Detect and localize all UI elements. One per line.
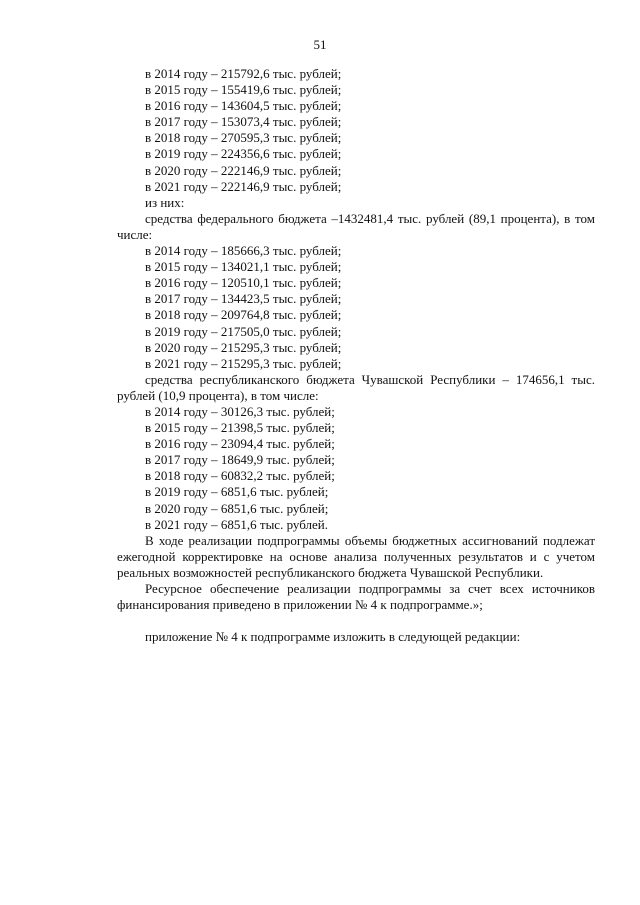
list-item: в 2016 году – 120510,1 тыс. рублей; — [145, 275, 342, 291]
list-item: в 2014 году – 215792,6 тыс. рублей; — [145, 66, 342, 81]
list-item: в 2014 году – 30126,3 тыс. рублей; — [145, 403, 335, 419]
list-item: в 2020 году – 6851,6 тыс. рублей; — [145, 500, 329, 516]
list-item: в 2019 году – 217505,0 тыс. рублей; — [145, 323, 342, 339]
of-them-label: из них: — [145, 194, 185, 210]
page-number: 51 — [313, 37, 327, 52]
republic-funding-list — [117, 404, 595, 533]
list-item: в 2014 году – 185666,3 тыс. рублей; — [145, 243, 342, 259]
total-funding-list — [117, 66, 595, 195]
appendix-paragraph: приложение № 4 к подпрограмме изложить в следующей редакции: — [145, 629, 521, 645]
list-item: в 2019 году – 224356,6 тыс. рублей; — [145, 146, 342, 162]
list-item: в 2020 году – 215295,3 тыс. рублей; — [145, 339, 342, 355]
list-item: в 2018 году – 209764,8 тыс. рублей; — [145, 307, 342, 323]
list-item: в 2016 году – 143604,5 тыс. рублей; — [145, 98, 342, 114]
federal-funding-list — [117, 243, 595, 372]
list-item: в 2017 году – 18649,9 тыс. рублей; — [145, 452, 335, 468]
list-item: в 2021 году – 6851,6 тыс. рублей. — [145, 516, 328, 532]
republic-budget-paragraph: средства республиканского бюджета Чувашской Республики – 174656,1 тыс. рублей (10,9 процента), в том числе: — [117, 371, 595, 403]
resources-paragraph: Ресурсное обеспечение реализации подпрограммы за счет всех источников финансирования приведено в приложении № 4 к подпрограмме.»; — [117, 581, 595, 613]
list-item: в 2020 году – 222146,9 тыс. рублей; — [145, 162, 342, 178]
list-item: в 2015 году – 134021,1 тыс. рублей; — [145, 259, 342, 275]
list-item: в 2015 году – 155419,6 тыс. рублей; — [145, 82, 342, 98]
federal-budget-paragraph: средства федерального бюджета –1432481,4 тыс. рублей (89,1 процента), в том числе: — [117, 210, 595, 242]
list-item: в 2017 году – 134423,5 тыс. рублей; — [145, 291, 342, 307]
list-item: в 2016 году – 23094,4 тыс. рублей; — [145, 436, 335, 452]
document-body — [117, 66, 595, 645]
list-item: в 2017 году – 153073,4 тыс. рублей; — [145, 114, 342, 130]
list-item: в 2021 году – 222146,9 тыс. рублей; — [145, 178, 342, 194]
paragraph-spacer — [117, 613, 595, 629]
list-item: в 2021 году – 215295,3 тыс. рублей; — [145, 355, 342, 371]
list-item: в 2015 году – 21398,5 тыс. рублей; — [145, 420, 335, 436]
list-item: в 2018 году – 270595,3 тыс. рублей; — [145, 130, 342, 146]
list-item: в 2019 году – 6851,6 тыс. рублей; — [145, 484, 329, 500]
list-item: в 2018 году – 60832,2 тыс. рублей; — [145, 468, 335, 484]
adjustment-paragraph: В ходе реализации подпрограммы объемы бюджетных ассигнований подлежат ежегодной корректировке на основе анализа полученных результатов и с учетом реальных возможностей республиканского бюджета Чувашской Республики. — [117, 532, 595, 580]
